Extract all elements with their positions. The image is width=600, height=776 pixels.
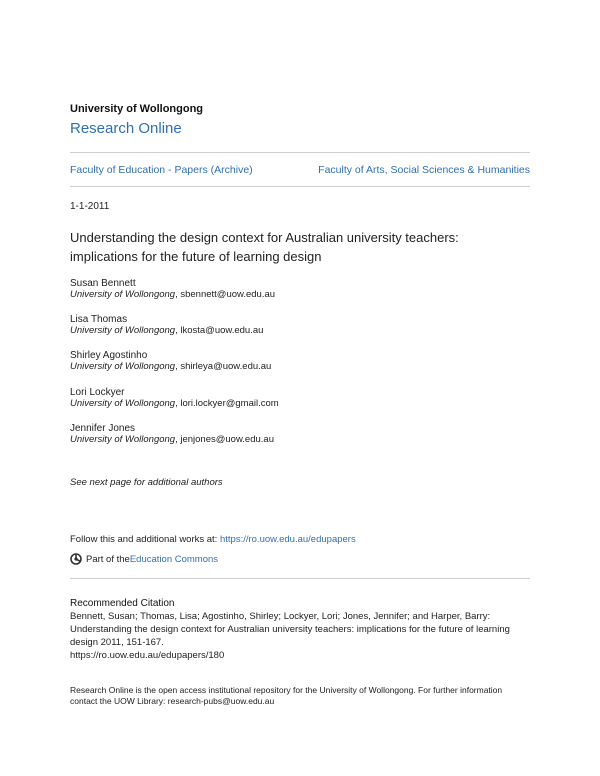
faculty-education-link[interactable]: Faculty of Education - Papers (Archive) <box>70 164 253 176</box>
author-affiliation: University of Wollongong, shirleya@uow.edu.au <box>70 361 272 372</box>
faculty-arts-link[interactable]: Faculty of Arts, Social Sciences & Humanities <box>318 164 530 176</box>
follow-prefix: Follow this and additional works at: <box>70 534 220 545</box>
network-commons-icon <box>70 553 82 565</box>
footer-note <box>70 685 530 707</box>
citation-url[interactable]: https://ro.uow.edu.au/edupapers/180 <box>70 650 225 661</box>
paper-title <box>70 228 530 266</box>
author-block <box>70 314 263 336</box>
divider-faculties <box>70 186 530 187</box>
institution-name: University of Wollongong <box>70 103 204 115</box>
publication-date: 1-1-2011 <box>70 201 110 212</box>
author-name: Susan Bennett <box>70 278 136 289</box>
citation-line: Understanding the design context for Australian university teachers: implications for the future of learning <box>70 624 510 635</box>
divider-citation <box>70 578 530 579</box>
part-of-prefix: Part of the <box>86 553 130 565</box>
author-block <box>70 387 279 409</box>
divider-top <box>70 152 530 153</box>
author-affiliation: University of Wollongong, sbennett@uow.edu.au <box>70 289 276 300</box>
author-affiliation: University of Wollongong, jenjones@uow.edu.au <box>70 434 274 445</box>
title-line-2: implications for the future of learning design <box>70 249 322 264</box>
edupapers-link[interactable]: https://ro.uow.edu.au/edupapers <box>219 534 356 545</box>
title-line-1: Understanding the design context for Australian university teachers: <box>70 230 459 245</box>
author-block <box>70 278 275 300</box>
citation-line: design 2011, 151-167. <box>70 637 164 648</box>
footer-line: Research Online is the open access institutional repository for the University of Wollongong. For further information <box>70 685 503 695</box>
citation-heading: Recommended Citation <box>70 598 175 609</box>
author-name: Lisa Thomas <box>70 314 128 325</box>
citation-line: Bennett, Susan; Thomas, Lisa; Agostinho, Shirley; Lockyer, Lori; Jones, Jennifer; and Harper, Barry: <box>70 611 491 622</box>
part-of-line <box>70 553 218 565</box>
author-name: Jennifer Jones <box>70 423 136 434</box>
author-name: Lori Lockyer <box>70 387 125 398</box>
author-block <box>70 350 271 372</box>
follow-line <box>70 534 356 545</box>
citation-body <box>70 610 530 662</box>
footer-line: contact the UOW Library: research-pubs@uow.edu.au <box>70 696 275 706</box>
author-affiliation: University of Wollongong, lori.lockyer@gmail.com <box>70 398 279 409</box>
author-affiliation: University of Wollongong, lkosta@uow.edu.au <box>70 325 264 336</box>
author-name: Shirley Agostinho <box>70 350 148 361</box>
see-next-page-note: See next page for additional authors <box>70 477 223 488</box>
research-online-link[interactable]: Research Online <box>70 120 182 137</box>
education-commons-link[interactable]: Education Commons <box>129 553 219 565</box>
author-block <box>70 423 274 445</box>
